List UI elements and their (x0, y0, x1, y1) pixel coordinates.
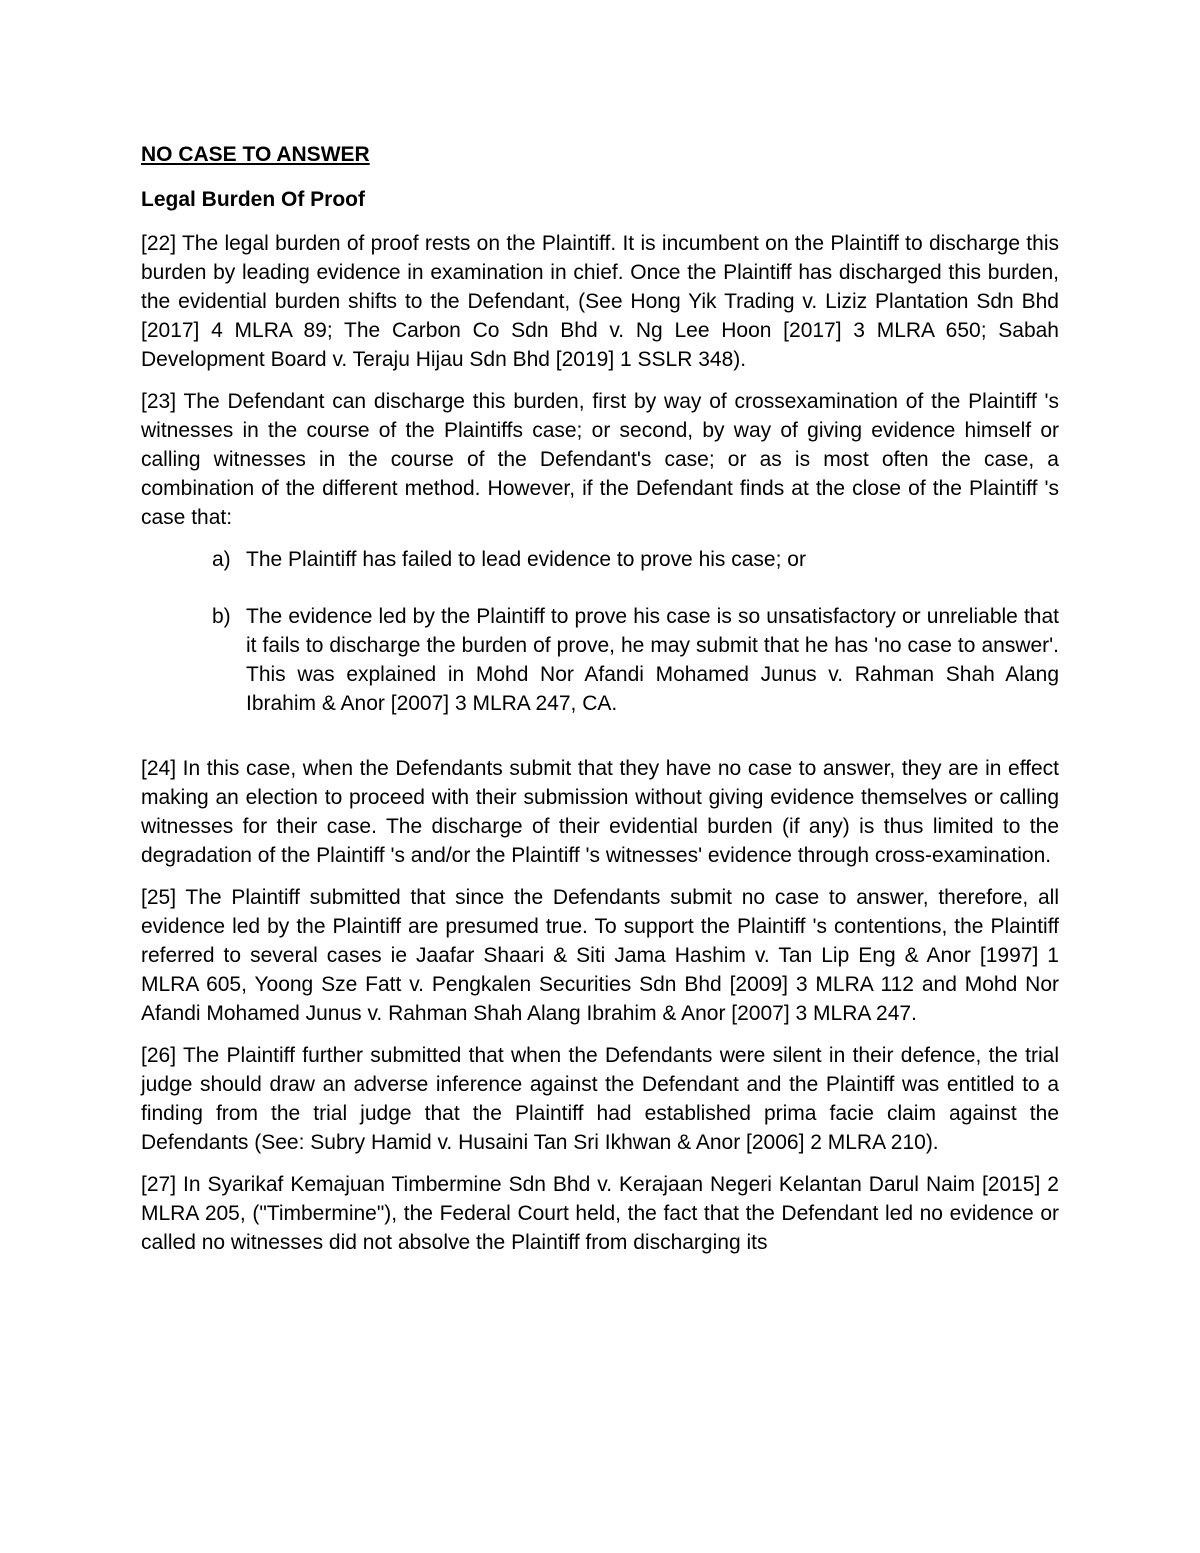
document-page (141, 140, 1059, 1270)
list-item-text: The evidence led by the Plaintiff to prove his case is so unsatisfactory or unreliable that it fails to discharge the burden of prove, he may submit that he has 'no case to answer'. This was explained in Mohd Nor Afandi Mohamed Junus v. Rahman Shah Alang Ibrahim & Anor [2007] 3 MLRA 247, CA. (246, 605, 1059, 715)
paragraph-22: [22] The legal burden of proof rests on the Plaintiff. It is incumbent on the Plaintiff to discharge this burden by leading evidence in examination in chief. Once the Plaintiff has discharged this burden, the evidential burden shifts to the Defendant, (See Hong Yik Trading v. Liziz Plantation Sdn Bhd [2017] 4 MLRA 89; The Carbon Co Sdn Bhd v. Ng Lee Hoon [2017] 3 MLRA 650; Sabah Development Board v. Teraju Hijau Sdn Bhd [2019] 1 SSLR 348). (141, 232, 1059, 371)
list-marker: a) (212, 548, 231, 571)
paragraph-27: [27] In Syarikaf Kemajuan Timbermine Sdn Bhd v. Kerajaan Negeri Kelantan Darul Naim [2015] 2 MLRA 205, ("Timbermine"), the Federal Court held, the fact that the Defendant led no evidence or called no witnesses did not absolve the Plaintiff from discharging its (141, 1173, 1059, 1254)
list-item-a (141, 545, 1059, 574)
paragraph-25: [25] The Plaintiff submitted that since the Defendants submit no case to answer, therefore, all evidence led by the Plaintiff are presumed true. To support the Plaintiff 's contentions, the Plaintiff referred to several cases ie Jaafar Shaari & Siti Jama Hashim v. Tan Lip Eng & Anor [1997] 1 MLRA 605, Yoong Sze Fatt v. Pengkalen Securities Sdn Bhd [2009] 3 MLRA 112 and Mohd Nor Afandi Mohamed Junus v. Rahman Shah Alang Ibrahim & Anor [2007] 3 MLRA 247. (141, 886, 1059, 1025)
paragraph-26: [26] The Plaintiff further submitted that when the Defendants were silent in their defence, the trial judge should draw an adverse inference against the Defendant and the Plaintiff was entitled to a finding from the trial judge that the Plaintiff had established prima facie claim against the Defendants (See: Subry Hamid v. Husaini Tan Sri Ikhwan & Anor [2006] 2 MLRA 210). (141, 1044, 1059, 1154)
conditions-list (141, 545, 1059, 718)
list-marker: b) (212, 605, 231, 628)
paragraph-24: [24] In this case, when the Defendants submit that they have no case to answer, they are in effect making an election to proceed with their submission without giving evidence themselves or calling witnesses for their case. The discharge of their evidential burden (if any) is thus limited to the degradation of the Plaintiff 's and/or the Plaintiff 's witnesses' evidence through cross-examination. (141, 757, 1059, 867)
section-heading: Legal Burden Of Proof (141, 188, 366, 211)
list-item-text: The Plaintiff has failed to lead evidence to prove his case; or (246, 548, 806, 571)
document-heading: NO CASE TO ANSWER (141, 143, 370, 166)
paragraph-23: [23] The Defendant can discharge this burden, first by way of crossexamination of the Plaintiff 's witnesses in the course of the Plaintiffs case; or second, by way of giving evidence himself or calling witnesses in the course of the Defendant's case; or as is most often the case, a combination of the different method. However, if the Defendant finds at the close of the Plaintiff 's case that: (141, 390, 1059, 529)
list-item-b (141, 602, 1059, 718)
